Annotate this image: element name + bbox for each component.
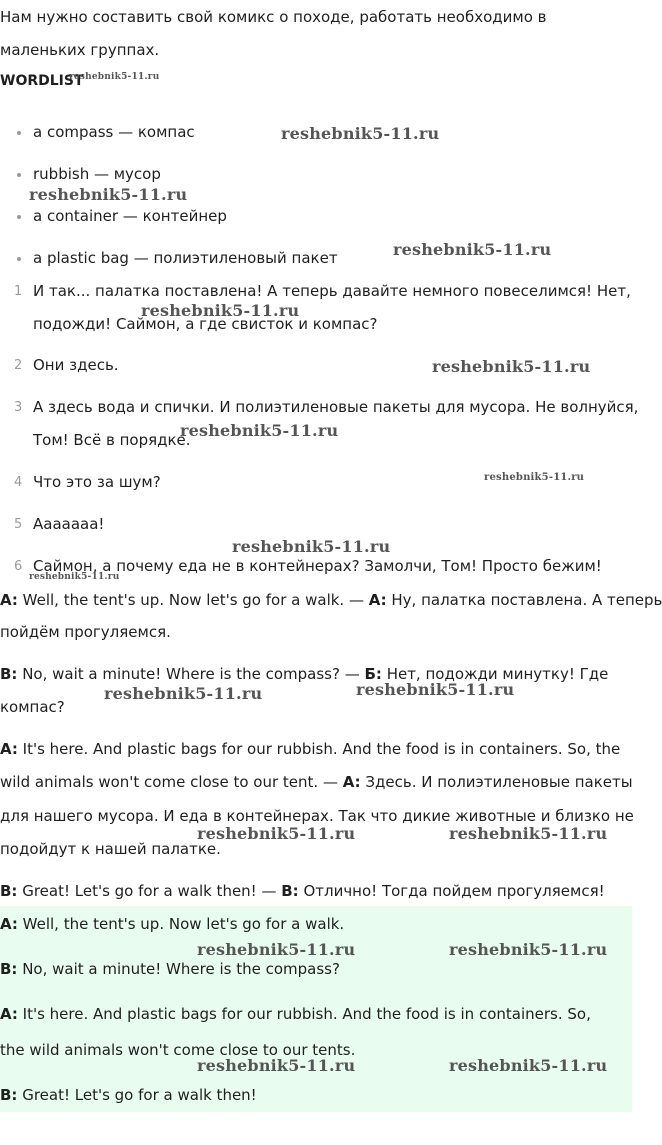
list-number: 5 <box>14 517 23 532</box>
russian-text: Здесь. И полиэтиленовые пакеты <box>360 773 633 791</box>
intro-line-2: маленьких группах. <box>0 41 160 59</box>
english-text: No, wait a minute! Where is the compass? — <box>17 665 365 683</box>
speaker-label: B: <box>0 665 18 683</box>
watermark: reshebnik5-11.ru <box>356 680 515 699</box>
russian-text: Нет, подожди минутку! Где <box>381 665 609 683</box>
watermark: reshebnik5-11.ru <box>180 421 339 440</box>
dialogue-line: для нашего мусора. И еда в контейнерах. Так что дикие животные и близко не <box>0 807 634 825</box>
intro-line-1: Нам нужно составить свой комикс о походе, работать необходимо в <box>0 8 547 26</box>
watermark: reshebnik5-11.ru <box>69 72 160 82</box>
english-text: Great! Let's go for a walk then! <box>17 1086 257 1104</box>
list-item: a plastic bag — полиэтиленовый пакет <box>33 249 338 267</box>
watermark: reshebnik5-11.ru <box>484 472 585 483</box>
speaker-label: A: <box>368 591 387 609</box>
list-number: 4 <box>14 475 23 490</box>
watermark: reshebnik5-11.ru <box>197 1056 356 1075</box>
list-number: 6 <box>14 559 23 574</box>
bullet-icon <box>17 173 21 177</box>
english-text: No, wait a minute! Where is the compass? <box>17 960 340 978</box>
english-text: Great! Let's go for a walk then! — <box>17 882 282 900</box>
speaker-label: B: <box>281 882 299 900</box>
watermark: reshebnik5-11.ru <box>29 572 120 582</box>
dialogue-line: пойдём прогуляемся. <box>0 623 171 641</box>
list-item: Что это за шум? <box>33 473 161 491</box>
bullet-icon <box>17 215 21 219</box>
speaker-label: A: <box>0 740 18 758</box>
english-text: wild animals won't come close to our tent. — <box>0 773 343 791</box>
english-text: It's here. And plastic bags for our rubbish. And the food is in containers. So, the <box>17 740 621 758</box>
list-item: Саймон, а почему еда не в контейнерах? Замолчи, Том! Просто бежим! <box>33 557 602 575</box>
list-number: 1 <box>14 284 23 299</box>
list-item: a container — контейнер <box>33 207 227 225</box>
watermark: reshebnik5-11.ru <box>104 684 263 703</box>
speaker-label: A: <box>0 915 18 933</box>
answer-line <box>0 960 340 978</box>
watermark: reshebnik5-11.ru <box>281 124 440 143</box>
watermark: reshebnik5-11.ru <box>29 185 188 204</box>
answer-line <box>0 915 344 933</box>
russian-text: Ну, палатка поставлена. А теперь <box>386 591 662 609</box>
list-number: 3 <box>14 400 23 415</box>
bullet-icon <box>17 257 21 261</box>
watermark: reshebnik5-11.ru <box>197 940 356 959</box>
speaker-label: B: <box>0 1086 18 1104</box>
speaker-label: B: <box>0 882 18 900</box>
list-item: Ааааааа! <box>33 515 105 533</box>
dialogue-line <box>0 773 633 791</box>
list-item: И так... палатка поставлена! А теперь давайте немного повеселимся! Нет, <box>33 282 631 300</box>
list-item: rubbish — мусор <box>33 165 161 183</box>
english-text: Well, the tent's up. Now let's go for a walk. <box>17 915 345 933</box>
dialogue-line <box>0 740 620 758</box>
speaker-label: A: <box>0 1005 18 1023</box>
english-text: Well, the tent's up. Now let's go for a walk. — <box>17 591 369 609</box>
watermark: reshebnik5-11.ru <box>197 824 356 843</box>
watermark: reshebnik5-11.ru <box>232 537 391 556</box>
dialogue-line <box>0 882 605 900</box>
watermark: reshebnik5-11.ru <box>432 357 591 376</box>
speaker-label: A: <box>342 773 361 791</box>
speaker-label: Б: <box>364 665 382 683</box>
bullet-icon <box>17 131 21 135</box>
list-item: Том! Всё в порядке. <box>33 431 191 449</box>
watermark: reshebnik5-11.ru <box>141 301 300 320</box>
list-item: А здесь вода и спички. И полиэтиленовые пакеты для мусора. Не волнуйся, <box>33 398 639 416</box>
speaker-label: B: <box>0 960 18 978</box>
dialogue-line: подойдут к нашей палатке. <box>0 840 221 858</box>
wordlist-title: WORDLIST <box>0 73 84 89</box>
watermark: reshebnik5-11.ru <box>449 824 608 843</box>
speaker-label: A: <box>0 591 18 609</box>
watermark: reshebnik5-11.ru <box>393 240 552 259</box>
answer-line <box>0 1086 257 1104</box>
list-number: 2 <box>14 358 23 373</box>
answer-line <box>0 1005 591 1023</box>
english-text: It's here. And plastic bags for our rubbish. And the food is in containers. So, <box>17 1005 591 1023</box>
dialogue-line <box>0 665 608 683</box>
watermark: reshebnik5-11.ru <box>449 940 608 959</box>
dialogue-line <box>0 591 662 609</box>
dialogue-line: компас? <box>0 698 65 716</box>
russian-text: Отлично! Тогда пойдем прогуляемся! <box>298 882 605 900</box>
list-item: Они здесь. <box>33 356 119 374</box>
answer-line: the wild animals won't come close to our tents. <box>0 1041 356 1059</box>
list-item: подожди! Саймон, а где свисток и компас? <box>33 315 378 333</box>
watermark: reshebnik5-11.ru <box>449 1056 608 1075</box>
list-item: a compass — компас <box>33 123 195 141</box>
